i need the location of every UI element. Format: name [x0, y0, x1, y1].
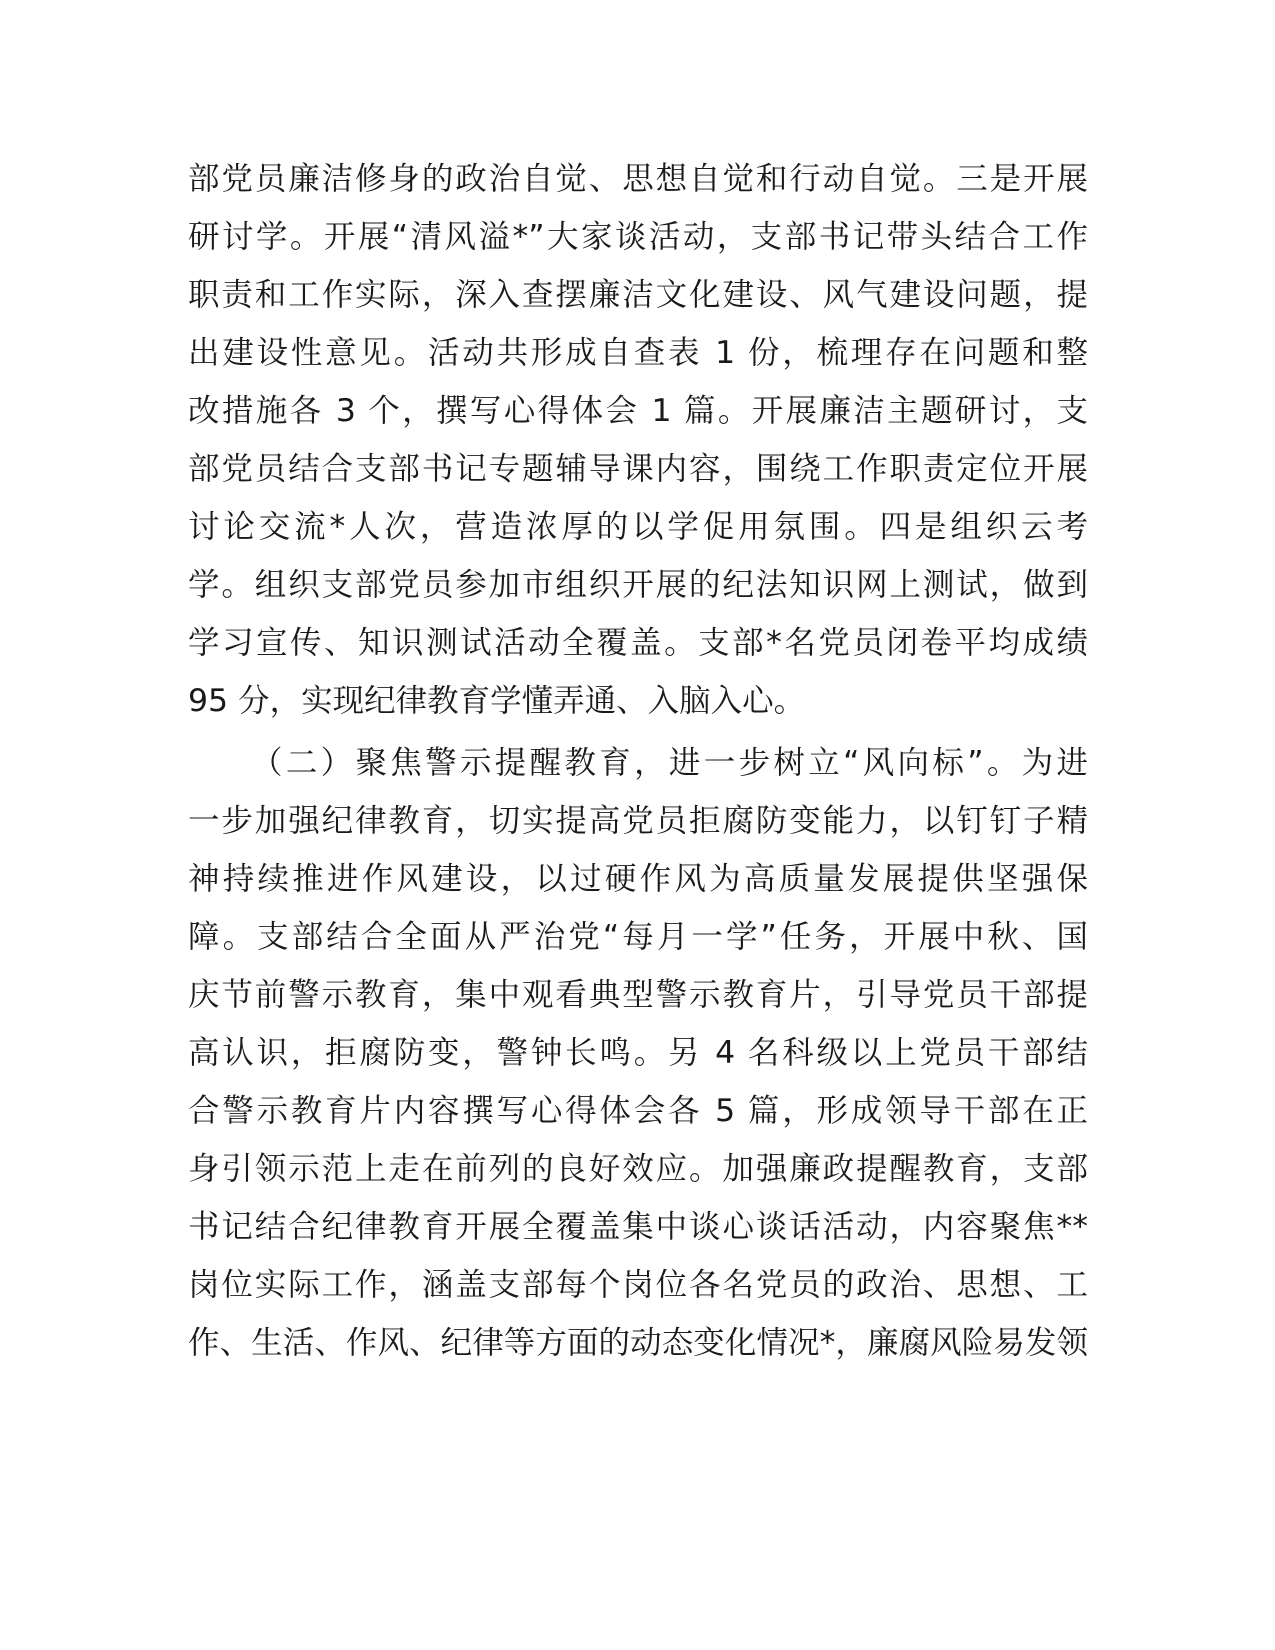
text-line: 作、生活、作风、纪律等方面的动态变化情况*，廉腐风险易发领	[188, 1325, 1088, 1361]
text-line: 部党员廉洁修身的政治自觉、思想自觉和行动自觉。三是开展	[188, 161, 1088, 197]
text-line: 庆节前警示教育，集中观看典型警示教育片，引导党员干部提	[188, 977, 1088, 1013]
text-line: 岗位实际工作，涵盖支部每个岗位各名党员的政治、思想、工	[188, 1267, 1088, 1303]
text-line: 讨论交流*人次，营造浓厚的以学促用氛围。四是组织云考	[188, 509, 1088, 545]
text-line: 职责和工作实际，深入查摆廉洁文化建设、风气建设问题，提	[188, 277, 1088, 313]
paragraph-2	[188, 734, 1088, 1372]
text-line: 改措施各 3 个，撰写心得体会 1 篇。开展廉洁主题研讨，支	[188, 393, 1088, 429]
text-line: 书记结合纪律教育开展全覆盖集中谈心谈话活动，内容聚焦**	[188, 1209, 1088, 1245]
text-line: 高认识，拒腐防变，警钟长鸣。另 4 名科级以上党员干部结	[188, 1035, 1088, 1071]
text-line: 身引领示范上走在前列的良好效应。加强廉政提醒教育，支部	[188, 1151, 1088, 1187]
text-line: 出建设性意见。活动共形成自查表 1 份，梳理存在问题和整	[188, 335, 1088, 371]
text-line: 学习宣传、知识测试活动全覆盖。支部*名党员闭卷平均成绩	[188, 625, 1088, 661]
text-line: 95 分，实现纪律教育学懂弄通、入脑入心。	[188, 683, 806, 719]
text-line: 学。组织支部党员参加市组织开展的纪法知识网上测试，做到	[188, 567, 1088, 603]
text-line: 一步加强纪律教育，切实提高党员拒腐防变能力，以钉钉子精	[188, 803, 1088, 839]
section-heading-line: （二）聚焦警示提醒教育，进一步树立“风向标”。为进	[251, 745, 1088, 781]
text-line: 部党员结合支部书记专题辅导课内容，围绕工作职责定位开展	[188, 451, 1088, 487]
text-line: 合警示教育片内容撰写心得体会各 5 篇，形成领导干部在正	[188, 1093, 1088, 1129]
text-line: 研讨学。开展“清风溢*”大家谈活动，支部书记带头结合工作	[188, 219, 1088, 255]
paragraph-1	[188, 150, 1088, 730]
text-line: 障。支部结合全面从严治党“每月一学”任务，开展中秋、国	[188, 919, 1088, 955]
text-line: 神持续推进作风建设，以过硬作风为高质量发展提供坚强保	[188, 861, 1088, 897]
document-body	[188, 150, 1088, 1372]
